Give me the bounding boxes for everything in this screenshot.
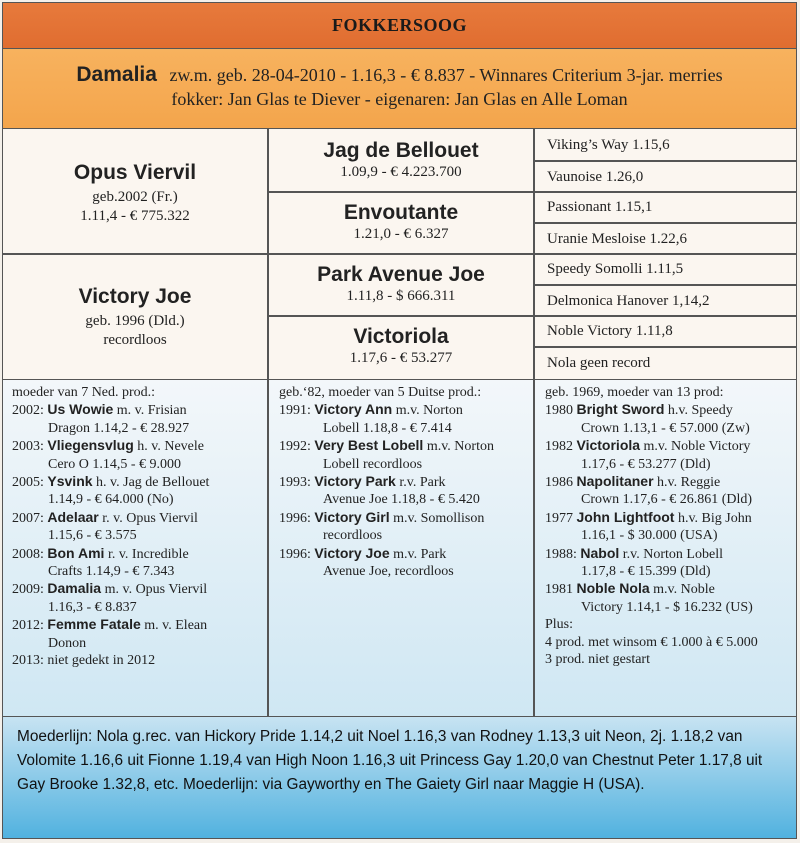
divider [267, 380, 269, 717]
list-item: 1980 Bright Sword h.v. Speedy [545, 401, 733, 419]
progeny-section [3, 379, 796, 717]
horse-header [3, 49, 796, 129]
list-item: 2002: Us Wowie m. v. Frisian [12, 401, 187, 419]
progeny-intro: geb.‘82, moeder van 5 Duitse prod.: [279, 385, 482, 400]
list-item: 1996: Victory Girl m.v. Somollison [279, 508, 485, 526]
dam-cell [3, 285, 267, 350]
divider [533, 346, 797, 348]
sire-name: Opus Viervil [73, 161, 197, 184]
list-item: 1982 Victoriola m.v. Noble Victory [545, 437, 751, 455]
ancestor: Speedy Somolli 1.11,5 [547, 261, 684, 277]
horse-name: Damalia [76, 63, 157, 86]
sire-sire-name: Jag de Bellouet [323, 139, 479, 162]
ancestor: Delmonica Hanover 1,14,2 [547, 293, 710, 309]
list-item: 2012: Femme Fatale m. v. Elean [12, 616, 208, 634]
dam-sire-name: Park Avenue Joe [317, 263, 485, 286]
pedigree-grid [3, 129, 796, 379]
ancestor: Nola geen record [547, 355, 651, 371]
dam-record: recordloos [103, 332, 167, 348]
progeny-intro: moeder van 7 Ned. prod.: [12, 385, 156, 400]
sire-record: 1.11,4 - € 775.322 [80, 208, 190, 224]
extra-note: 4 prod. met winsom € 1.000 à € 5.000 [545, 634, 758, 650]
ancestor: Uranie Mesloise 1.22,6 [547, 231, 687, 247]
sire-dam-cell [269, 201, 533, 244]
dam-dam-cell [269, 325, 533, 368]
horse-details: zw.m. geb. 28-04-2010 - 1.16,3 - € 8.837 - Winnares Criterium 3-jar. merries [169, 65, 723, 85]
divider [267, 315, 797, 317]
list-item: 2013: niet gedekt in 2012 [12, 653, 156, 669]
list-item: 2007: Adelaar r. v. Opus Viervil [12, 508, 198, 526]
sire-sire-cell [269, 139, 533, 182]
extra-note: 3 prod. niet gestart [545, 652, 650, 668]
list-item: 1996: Victory Joe m.v. Park [279, 544, 447, 562]
moederlijn-text: Moederlijn: Nola g.rec. van Hickory Pride 1.14,2 uit Noel 1.16,3 van Rodney 1.13,3 uit Neon, 2j. 1.18,2 van Volomite 1.16,6 uit Fionne 1.19,4 van High Noon 1.16,3 uit Princess Gay 1.20,0 van Chestnut Peter 1.17,8 uit Gay Brooke 1.32,8, etc. Moederlijn: via Gayworthy en The Gaiety Girl naar Maggie H (USA). [3, 717, 796, 839]
list-item: 1993: Victory Park r.v. Park [279, 473, 446, 491]
divider [267, 191, 797, 193]
list-item: 2003: Vliegensvlug h. v. Nevele [12, 437, 204, 455]
section-title: FOKKERSOOG [3, 3, 796, 49]
ancestor: Vaunoise 1.26,0 [547, 169, 644, 185]
dam-birth: geb. 1996 (Dld.) [85, 313, 185, 329]
divider [533, 284, 797, 286]
progeny-column-1: moeder van 7 Ned. prod.: 2002: Us Wowie m. v. Frisian Dragon 1.14,2 - € 28.927 2003: Vliegensvlug h. v. Nevele Cero O 1.14,5 - € 9.000 2005: Ysvink h. v. Jag de Bellouet 1.14,9 - € 64.000 (No) 2007: Adelaar r. v. Opus Viervil 1.15,6 - € 3.575 2008: Bon Ami r. v. Incredible Crafts 1.14,9 - € 7.343 2009: Damalia m. v. Opus Viervil 1.16,3 - € 8.837 2012: Femme Fatale m. v. Elean Donon 2013: niet gedekt in 2012 [12, 384, 264, 670]
list-item: 1991: Victory Ann m.v. Norton [279, 401, 463, 419]
list-item: 2005: Ysvink h. v. Jag de Bellouet [12, 473, 210, 491]
breeder-owner: fokker: Jan Glas te Diever - eigenaren: Jan Glas en Alle Loman [171, 89, 628, 109]
divider [533, 380, 535, 717]
list-item: 1977 John Lightfoot h.v. Big John [545, 508, 752, 526]
ancestor: Noble Victory 1.11,8 [547, 323, 673, 339]
pedigree-card [2, 2, 797, 839]
list-item: 2008: Bon Ami r. v. Incredible [12, 544, 189, 562]
sire-sire-record: 1.09,9 - € 4.223.700 [340, 164, 462, 180]
dam-dam-record: 1.17,6 - € 53.277 [349, 350, 453, 366]
progeny-column-3: geb. 1969, moeder van 13 prod: 1980 Bright Sword h.v. Speedy Crown 1.13,1 - € 57.000 (Zw) 1982 Victoriola m.v. Noble Victory 1.17,6 - € 53.277 (Dld) 1986 Napolitaner h.v. Reggie Crown 1.17,6 - € 26.861 (Dld) 1977 John Lightfoot h.v. Big John 1.16,1 - $ 30.000 (USA) 1988: Nabol r.v. Norton Lobell 1.17,8 - € 15.399 (Dld) 1981 Noble Nola m.v. Noble Victory 1.14,1 - $ 16.232 (US) Plus: 4 prod. met winsom € 1.000 à € 5.000 3 prod. niet gestart [545, 384, 795, 669]
sire-dam-record: 1.21,0 - € 6.327 [353, 226, 449, 242]
dam-sire-record: 1.11,8 - $ 666.311 [346, 288, 456, 304]
plus-label: Plus: [545, 617, 574, 633]
ancestor: Passionant 1.15,1 [547, 199, 653, 215]
sire-dam-name: Envoutante [343, 201, 459, 224]
progeny-column-2: geb.‘82, moeder van 5 Duitse prod.: 1991: Victory Ann m.v. Norton Lobell 1.18,8 - € 7.414 1992: Very Best Lobell m.v. Norton Lobell recordloos 1993: Victory Park r.v. Park Avenue Joe 1.18,8 - € 5.420 1996: Victory Girl m.v. Somollison recordloos 1996: Victory Joe m.v. Park Avenue Joe, recordloos [279, 384, 531, 580]
divider [533, 160, 797, 162]
ancestor: Viking’s Way 1.15,6 [547, 137, 670, 153]
list-item: 1992: Very Best Lobell m.v. Norton [279, 437, 494, 455]
divider [3, 253, 797, 255]
list-item: 1981 Noble Nola m.v. Noble [545, 580, 715, 598]
list-item: 1988: Nabol r.v. Norton Lobell [545, 544, 723, 562]
list-item: 2009: Damalia m. v. Opus Viervil [12, 580, 208, 598]
sire-cell [3, 161, 267, 226]
sire-birth: geb.2002 (Fr.) [92, 189, 178, 205]
progeny-intro: geb. 1969, moeder van 13 prod: [545, 385, 724, 400]
dam-sire-cell [269, 263, 533, 306]
list-item: 1986 Napolitaner h.v. Reggie [545, 473, 721, 491]
divider [533, 222, 797, 224]
dam-dam-name: Victoriola [353, 325, 449, 348]
dam-name: Victory Joe [78, 285, 192, 308]
